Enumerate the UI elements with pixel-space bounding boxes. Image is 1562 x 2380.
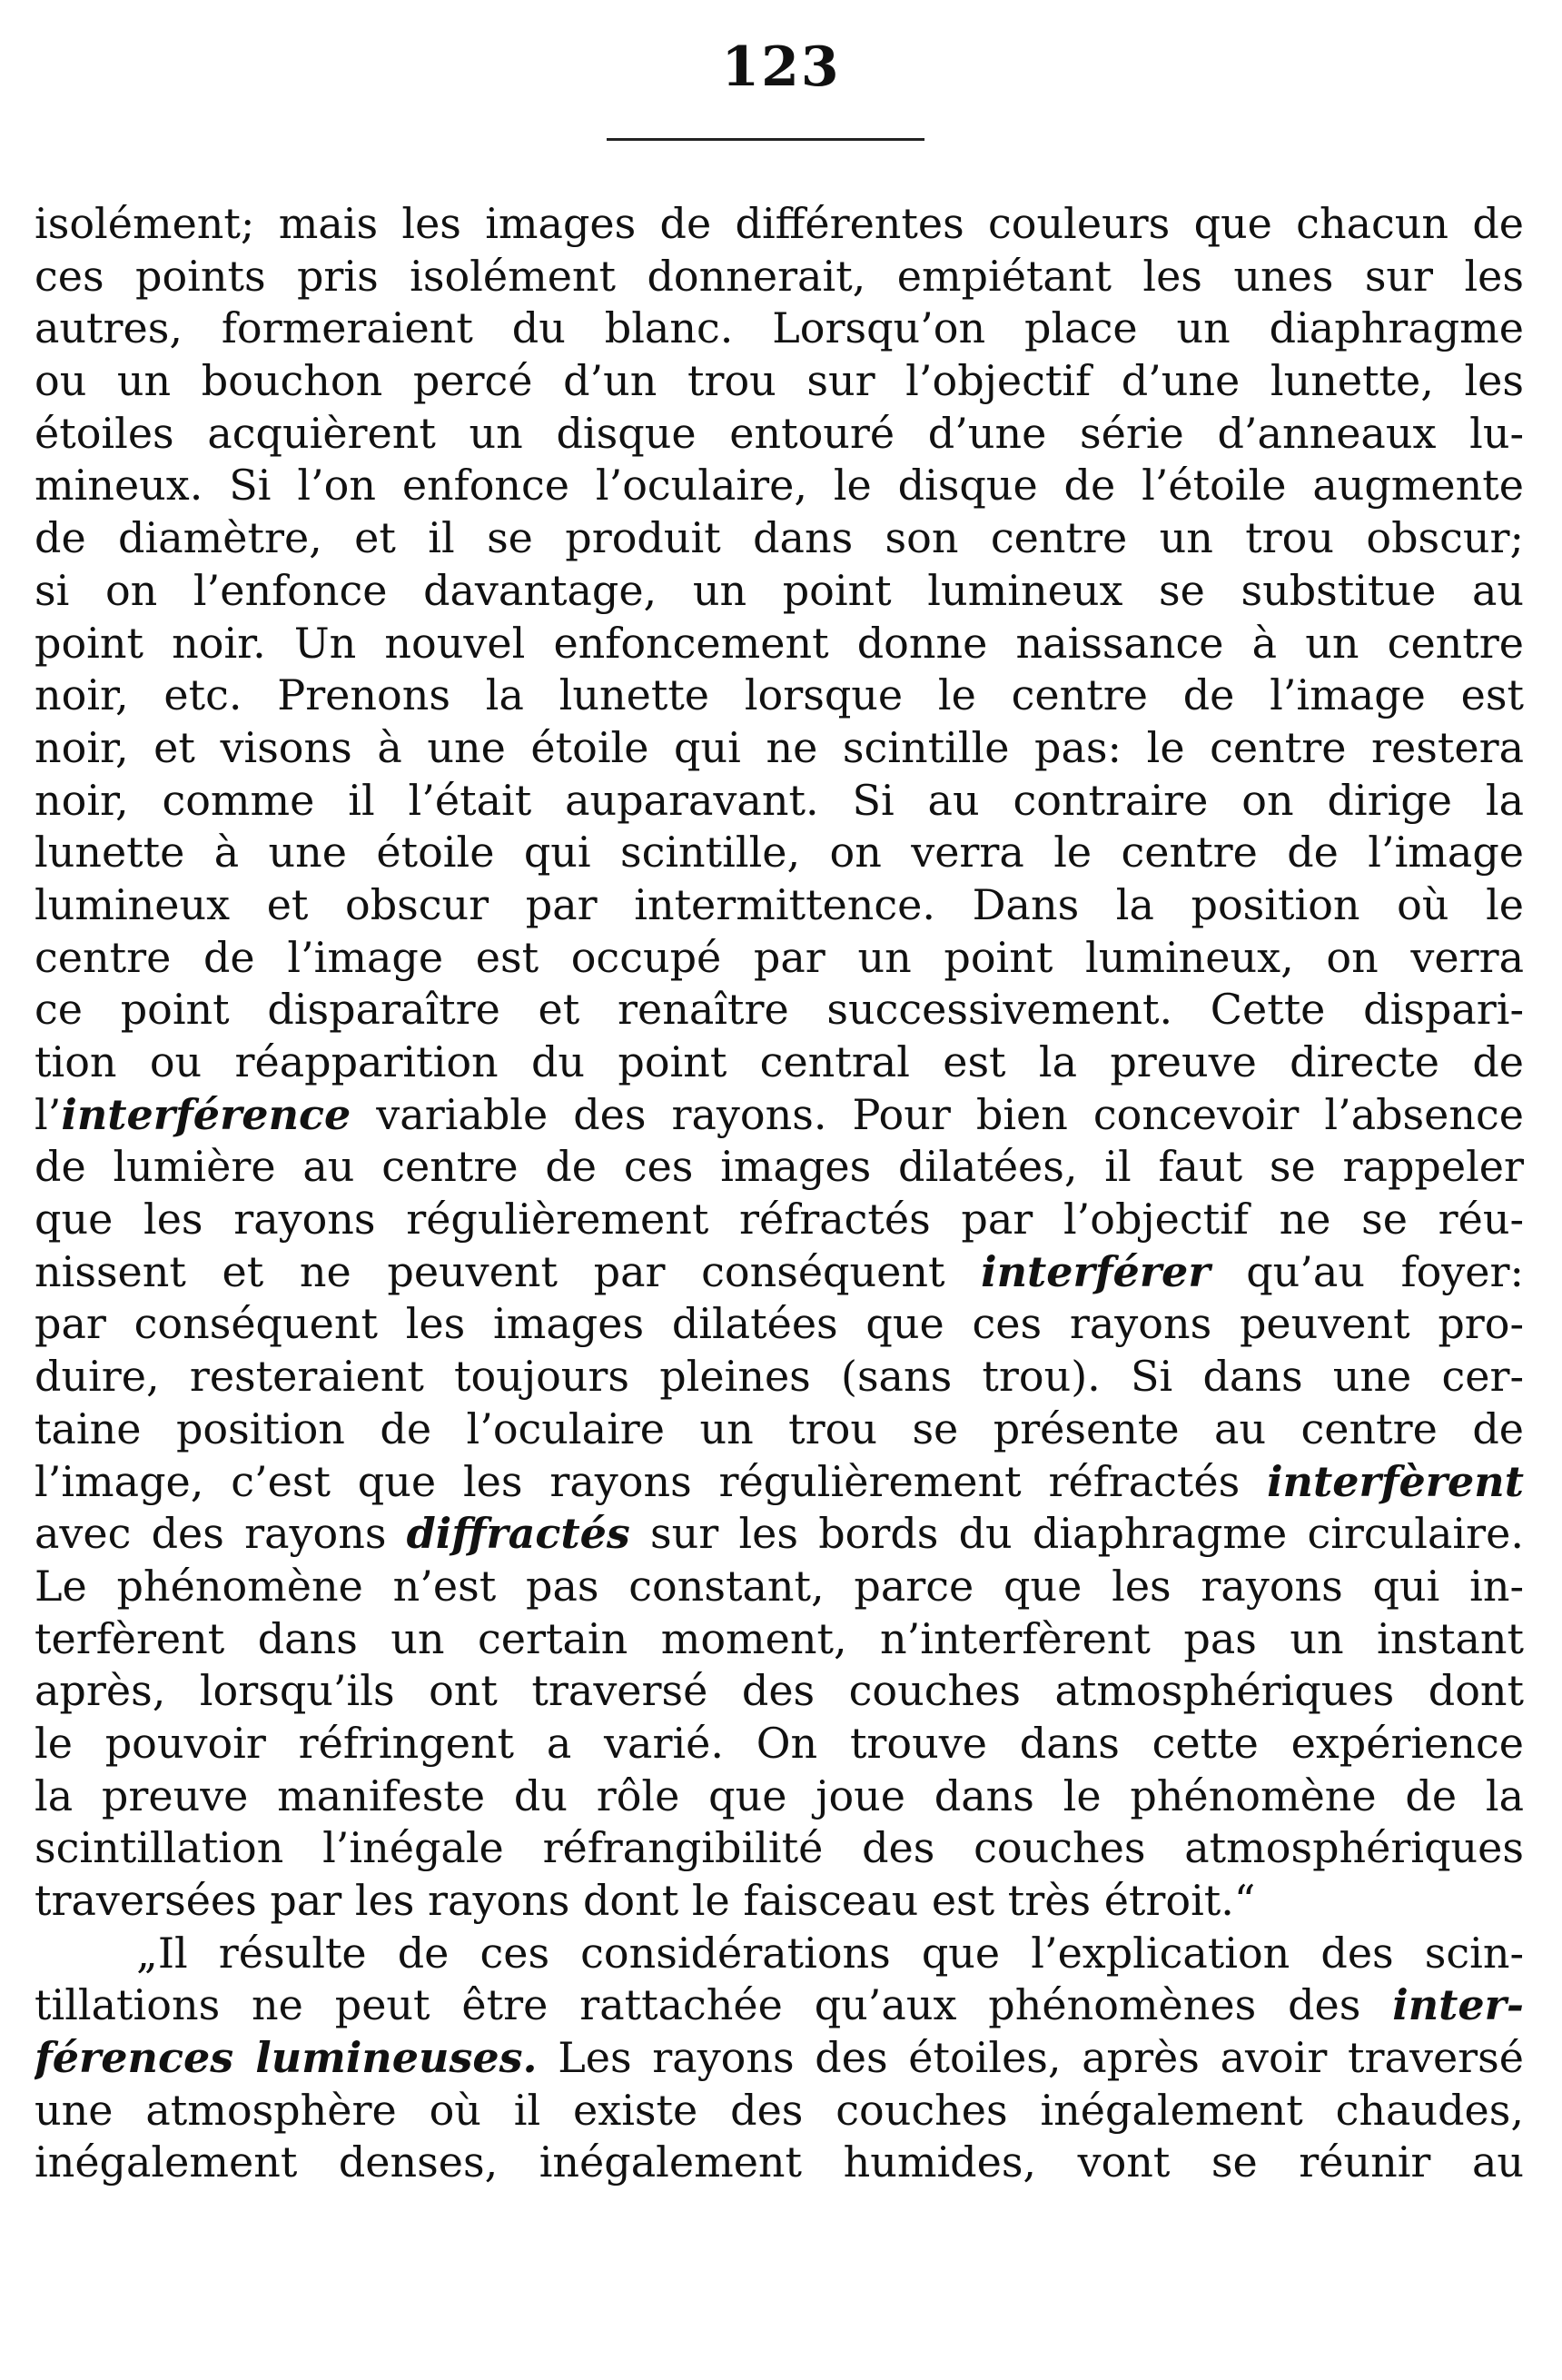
text-line <box>35 198 1524 251</box>
text-segment: mineux. Si l’on enfonce l’oculaire, le disque de l’étoile augmente <box>35 461 1524 511</box>
text-segment: noir, et visons à une étoile qui ne scintille pas: le centre restera <box>35 722 1524 772</box>
text-line <box>35 2137 1524 2189</box>
text-line <box>35 460 1524 512</box>
text-segment: étoiles acquièrent un disque entouré d’une série d’anneaux lu- <box>35 408 1524 458</box>
text-segment: de diamètre, et il se produit dans son centre un trou obscur; <box>35 513 1524 563</box>
text-segment: noir, etc. Prenons la lunette lorsque le centre de l’image est <box>35 670 1524 720</box>
text-segment: si on l’enfonce davantage, un point lumineux se substitue au <box>35 565 1524 615</box>
text-line <box>35 669 1524 722</box>
text-line <box>35 1456 1524 1509</box>
text-line <box>35 1403 1524 1456</box>
text-segment: variable des rayons. Pour bien concevoir l’absence <box>351 1089 1524 1139</box>
text-line <box>35 1246 1524 1299</box>
text-line <box>35 775 1524 828</box>
italic-text: interférence <box>61 1089 351 1139</box>
text-segment: Le phénomène n’est pas constant, parce que les rayons qui in- <box>35 1561 1524 1611</box>
text-segment: taine position de l’oculaire un trou se présente au centre de <box>35 1403 1524 1453</box>
text-segment: traversées par les rayons dont le faisceau est très étroit.“ <box>35 1876 1256 1925</box>
text-line <box>35 1298 1524 1351</box>
text-segment: „Il résulte de ces considérations que l’explication des scin- <box>136 1928 1524 1978</box>
text-segment: que les rayons régulièrement réfractés par l’objectif ne se réu- <box>35 1195 1524 1245</box>
text-segment: après, lorsqu’ils ont traversé des couches atmosphériques dont <box>35 1666 1524 1716</box>
body-text <box>35 198 1524 2189</box>
text-segment: lumineux et obscur par intermittence. Dans la position où le <box>35 879 1524 929</box>
text-segment: isolément; mais les images de différentes couleurs que chacun de <box>35 199 1524 248</box>
text-line <box>35 355 1524 408</box>
text-segment: lunette à une étoile qui scintille, on verra le centre de l’image <box>35 828 1524 878</box>
text-line <box>35 1036 1524 1089</box>
text-segment: le pouvoir réfringent a varié. On trouve dans cette expérience <box>35 1718 1524 1768</box>
text-segment: l’image, c’est que les rayons régulièrement réfractés <box>35 1456 1268 1506</box>
text-segment: de lumière au centre de ces images dilatées, il faut se rappeler <box>35 1142 1524 1192</box>
text-line <box>35 1665 1524 1718</box>
text-line <box>35 302 1524 355</box>
text-segment: sur les bords du diaphragme circulaire. <box>629 1509 1524 1559</box>
text-segment: noir, comme il l’était auparavant. Si au contraire on dirige la <box>35 775 1524 825</box>
italic-text: interfèrent <box>1267 1456 1524 1506</box>
text-segment: tion ou réapparition du point central est la preuve directe de <box>35 1037 1524 1086</box>
text-line <box>35 722 1524 775</box>
text-segment: point noir. Un nouvel enfoncement donne naissance à un centre <box>35 618 1524 668</box>
text-line <box>35 1875 1524 1928</box>
text-line <box>35 1613 1524 1666</box>
text-segment: scintillation l’inégale réfrangibilité des couches atmosphériques <box>35 1823 1524 1873</box>
header-rule <box>607 138 924 141</box>
italic-text: inter- <box>1392 1980 1524 2030</box>
italic-text: férences lumineuses. <box>35 2033 538 2083</box>
text-segment: nissent et ne peuvent par conséquent <box>35 1246 982 1296</box>
text-line <box>35 1508 1524 1561</box>
text-line <box>35 1141 1524 1194</box>
text-line <box>35 251 1524 303</box>
text-segment: la preuve manifeste du rôle que joue dans le phénomène de la <box>35 1770 1524 1820</box>
text-line <box>35 1561 1524 1613</box>
text-line <box>35 618 1524 670</box>
text-line <box>35 1194 1524 1246</box>
text-segment: qu’au foyer: <box>1210 1246 1524 1296</box>
text-line <box>35 984 1524 1036</box>
text-line <box>35 932 1524 985</box>
text-line <box>35 1089 1524 1142</box>
text-segment: duire, resteraient toujours pleines (sans trou). Si dans une cer- <box>35 1352 1524 1402</box>
italic-text: diffractés <box>406 1509 630 1559</box>
text-segment: tillations ne peut être rattachée qu’aux phénomènes des <box>35 1980 1393 2030</box>
text-line <box>35 1770 1524 1823</box>
text-segment: avec des rayons <box>35 1509 407 1559</box>
text-segment: ce point disparaître et renaître successivement. Cette dispari- <box>35 985 1524 1035</box>
text-line <box>35 827 1524 879</box>
text-line <box>35 408 1524 461</box>
text-segment: autres, formeraient du blanc. Lorsqu’on place un diaphragme <box>35 303 1524 353</box>
text-line <box>35 1979 1524 2032</box>
text-line <box>35 1928 1524 1980</box>
text-line <box>35 512 1524 565</box>
page-number: 123 <box>721 35 841 99</box>
text-segment: terfèrent dans un certain moment, n’interfèrent pas un instant <box>35 1613 1524 1663</box>
text-line <box>35 879 1524 932</box>
text-line <box>35 565 1524 618</box>
text-segment: inégalement denses, inégalement humides, vont se réunir au <box>35 2137 1524 2187</box>
text-segment: ou un bouchon percé d’un trou sur l’objectif d’une lunette, les <box>35 356 1524 406</box>
text-segment: l’ <box>35 1089 62 1139</box>
text-segment: centre de l’image est occupé par un point lumineux, on verra <box>35 932 1524 982</box>
text-line <box>35 1351 1524 1403</box>
italic-text: interférer <box>981 1246 1211 1296</box>
text-segment: par conséquent les images dilatées que ces rayons peuvent pro- <box>35 1299 1524 1349</box>
text-segment: ces points pris isolément donnerait, empiétant les unes sur les <box>35 251 1524 301</box>
text-line <box>35 1718 1524 1770</box>
text-line <box>35 2085 1524 2137</box>
text-line <box>35 2032 1524 2085</box>
text-segment: Les rayons des étoiles, après avoir traversé <box>537 2033 1524 2083</box>
text-segment: une atmosphère où il existe des couches inégalement chaudes, <box>35 2085 1524 2135</box>
text-line <box>35 1822 1524 1875</box>
